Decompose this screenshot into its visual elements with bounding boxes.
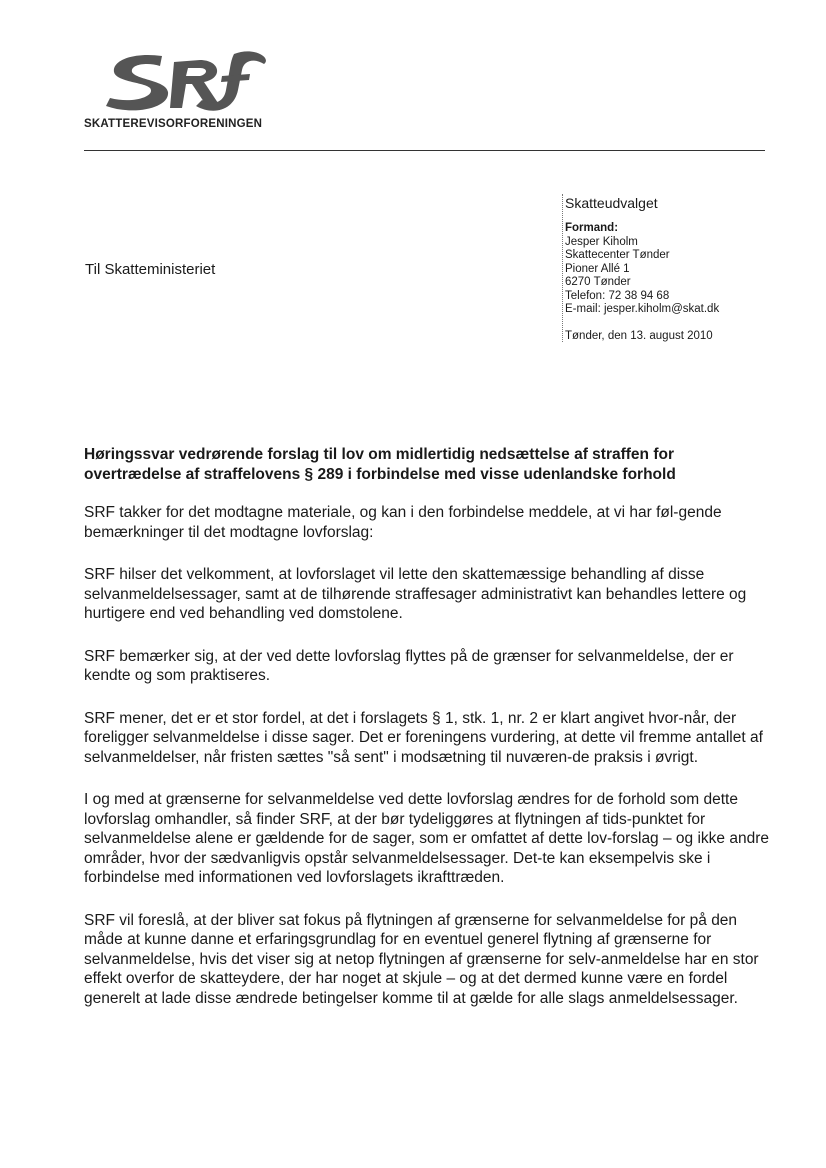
paragraph-1: SRF takker for det modtagne materiale, og kan i den forbindelse meddele, at vi har føl-gende bemærkninger til det modtagne lovforslag:	[84, 504, 722, 541]
logo-r-shape	[170, 60, 220, 108]
letterhead-logo	[84, 44, 284, 136]
paragraph-2: SRF hilser det velkomment, at lovforslaget vil lette den skattemæssige behandling af disse selvanmeldelsessager, samt at de tilhørende straffesager administrativt kan behandles lettere og hurtigere end ved behandling ved domstolene.	[84, 566, 747, 622]
logo-f-bar	[221, 74, 250, 82]
sender-phone: Telefon: 72 38 94 68	[565, 289, 670, 302]
paragraph-5: I og med at grænserne for selvanmeldelse ved dette lovforslag ændres for de forhold som dette lovforslag omhandler, så finder SRF, at der bør tydeliggøres at flytningen af tids-punktet for selvanmeldelse alene er gældende for de sager, som er omfattet af dette lov-forslag – og ikke andre områder, hvor der sædvanligvis opstår selvanmeldelsessager. Det-te kan eksempelvis ske i forbindelse med informationen ved lovforslagets ikrafttræden.	[84, 791, 769, 886]
sender-city: 6270 Tønder	[565, 276, 631, 288]
letter-body	[84, 503, 774, 1031]
organization-name: SKATTEREVISORFORENINGEN	[84, 118, 263, 130]
srf-logo-icon	[104, 48, 274, 120]
header-divider	[84, 150, 765, 151]
sender-office: Skattecenter Tønder	[565, 249, 670, 261]
committee-name: Skatteudvalget	[565, 195, 658, 211]
recipient-line: Til Skatteministeriet	[85, 261, 216, 278]
paragraph-3: SRF bemærker sig, at der ved dette lovforslag flyttes på de grænser for selvanmeldelse, der er kendte og som praktiseres.	[84, 647, 734, 684]
letter-subject: Høringssvar vedrørende forslag til lov om midlertidig nedsættelse af straffen for overtrædelse af straffelovens § 289 i forbindelse med visse udenlandske forhold	[84, 446, 676, 483]
chair-label: Formand:	[565, 222, 619, 234]
sender-email: E-mail: jesper.kiholm@skat.dk	[565, 303, 720, 315]
letter-date: Tønder, den 13. august 2010	[565, 329, 713, 342]
sender-street: Pioner Allé 1	[565, 262, 630, 275]
paragraph-4: SRF mener, det er et stor fordel, at det i forslagets § 1, stk. 1, nr. 2 er klart angivet hvor-når, der foreligger selvanmeldelse i disse sager. Det er foreningens vurdering, at dette vil fremme antallet af selvanmeldelser, når fristen sættes "så sent" i modsætning til nuværen-de praksis i øvrigt.	[84, 709, 763, 766]
paragraph-6: SRF vil foreslå, at der bliver sat fokus på flytningen af grænserne for selvanmeldelse for på den måde at kunne danne et erfaringsgrundlag for en eventuel generel flytning af grænserne for selvanmeldelse, hvis det viser sig at netop flytningen af grænserne for selv-anmeldelse har en stor effekt overfor de skatteydere, der har noget at skjule – og at det dermed kunne være en fordel generelt at lade disse ændrede betingelser komme til at gælde for alle slags anmeldelsessager.	[84, 911, 759, 1007]
logo-s-shape	[106, 55, 168, 110]
sender-block	[562, 194, 775, 342]
sender-name: Jesper Kiholm	[565, 235, 638, 248]
